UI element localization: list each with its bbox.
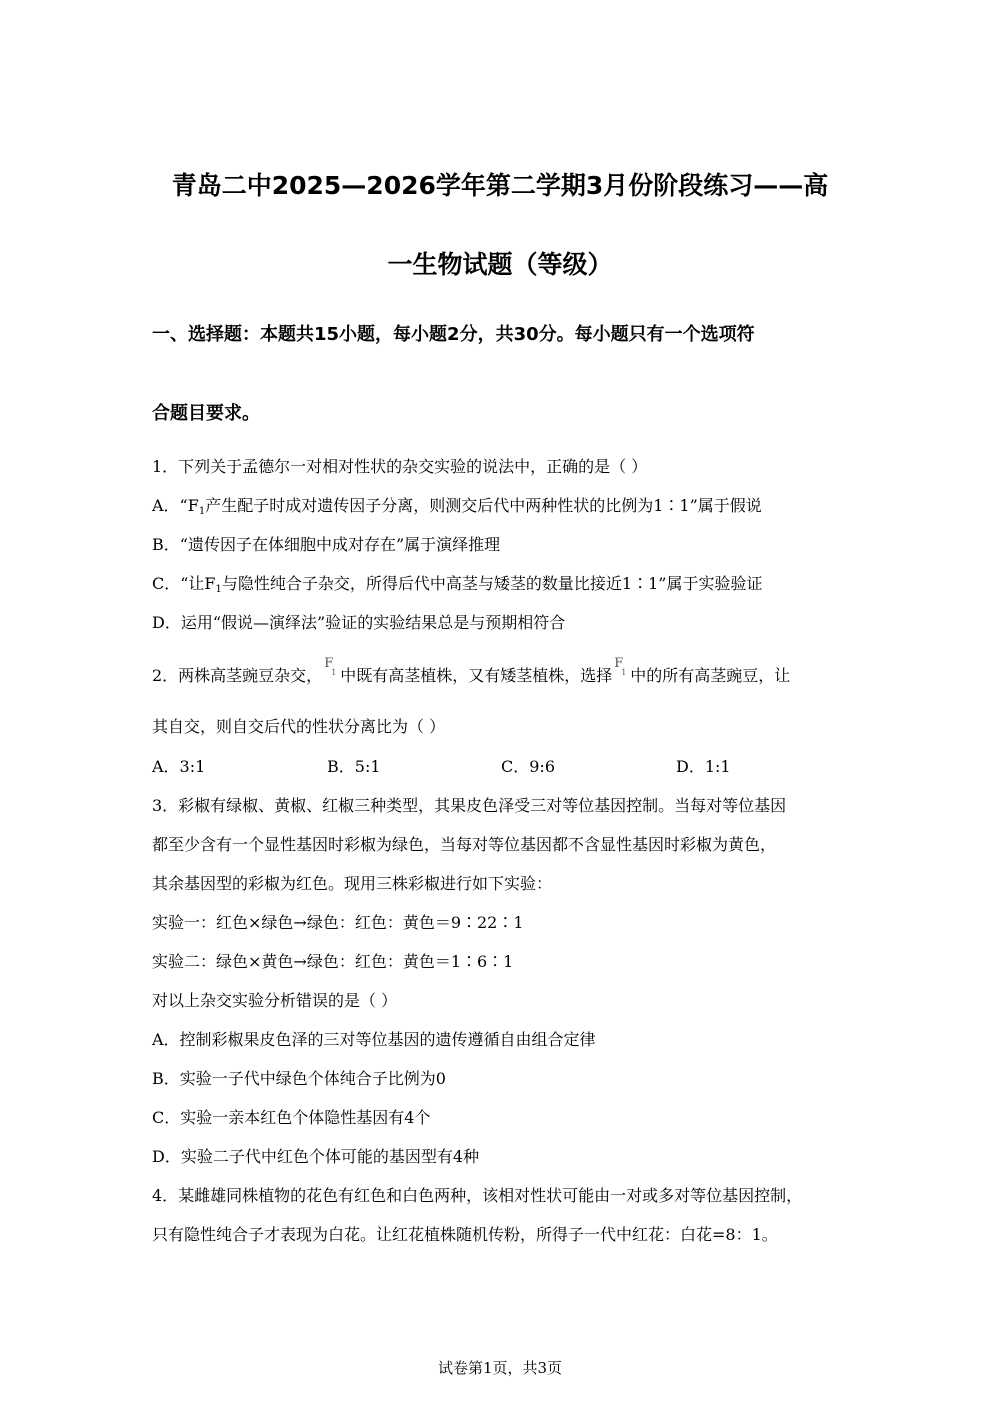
page-footer: 试卷第1页，共3页 bbox=[437, 1359, 563, 1377]
section-heading-line2: 合题目要求。 bbox=[152, 403, 260, 424]
q3-experiment-2: 实验二：绿色×黄色→绿色：红色：黄色＝1∶6∶1 bbox=[152, 952, 514, 971]
q1-option-c-pre: C．“让F bbox=[152, 574, 216, 593]
q2-option-d: D．1:1 bbox=[676, 757, 731, 776]
q2-stem-line2: 其自交，则自交后代的性状分离比为（ ） bbox=[152, 717, 446, 736]
q2-stem-line1 bbox=[152, 656, 791, 687]
section-heading-line1: 一、选择题：本题共15小题，每小题2分，共30分。每小题只有一个选项符 bbox=[152, 324, 755, 345]
q3-option-d: D．实验二子代中红色个体可能的基因型有4种 bbox=[152, 1147, 480, 1166]
q3-stem-line3: 其余基因型的彩椒为红色。现用三株彩椒进行如下实验： bbox=[152, 874, 553, 893]
q2-option-c: C．9:6 bbox=[501, 757, 555, 776]
q2-f1-symbol-2 bbox=[612, 656, 630, 687]
q1-option-a bbox=[152, 495, 762, 523]
q2-f1-letter-2: F bbox=[614, 656, 624, 671]
q3-option-a: A．控制彩椒果皮色泽的三对等位基因的遗传遵循自由组合定律 bbox=[152, 1030, 596, 1049]
q2-part2: 中既有高茎植株，又有矮茎植株，选择 bbox=[340, 666, 613, 685]
q2-f1-letter: F bbox=[324, 656, 334, 671]
q1-option-c-sub: 1 bbox=[215, 584, 222, 595]
exam-title-line1: 青岛二中2025—2026学年第二学期3月份阶段练习——高 bbox=[171, 171, 829, 200]
q1-option-c-post: 与隐性纯合子杂交，所得后代中高茎与矮茎的数量比接近1∶1”属于实验验证 bbox=[221, 574, 763, 593]
q2-option-b: B．5:1 bbox=[327, 757, 381, 776]
q2-f1-sub: 1 bbox=[331, 668, 337, 677]
q1-option-c bbox=[152, 573, 762, 601]
q1-option-a-sub: 1 bbox=[198, 506, 206, 517]
q2-f1-sub-2: 1 bbox=[621, 668, 627, 677]
q4-stem-line2: 只有隐性纯合子才表现为白花。让红花植株随机传粉，所得子一代中红花：白花=8：1。 bbox=[152, 1225, 778, 1244]
q1-option-b: B．“遗传因子在体细胞中成对存在”属于演绎推理 bbox=[152, 535, 501, 554]
q3-stem-line1: 3．彩椒有绿椒、黄椒、红椒三种类型，其果皮色泽受三对等位基因控制。当每对等位基因 bbox=[152, 796, 787, 815]
q4-stem-line1: 4．某雌雄同株植物的花色有红色和白色两种，该相对性状可能由一对或多对等位基因控制， bbox=[152, 1186, 803, 1205]
q3-stem-line2: 都至少含有一个显性基因时彩椒为绿色，当每对等位基因都不含显性基因时彩椒为黄色， bbox=[152, 835, 777, 854]
q3-question: 对以上杂交实验分析错误的是（ ） bbox=[152, 991, 398, 1010]
q1-option-d: D．运用“假说—演绎法”验证的实验结果总是与预期相符合 bbox=[152, 613, 566, 632]
q3-option-c: C．实验一亲本红色个体隐性基因有4个 bbox=[152, 1108, 431, 1127]
exam-title-line2: 一生物试题（等级） bbox=[387, 250, 613, 279]
q1-option-a-pre: A．“F bbox=[152, 496, 199, 515]
q1-stem: 1．下列关于孟德尔一对相对性状的杂交实验的说法中，正确的是（ ） bbox=[152, 457, 648, 476]
q3-experiment-1: 实验一：红色×绿色→绿色：红色：黄色＝9∶22∶1 bbox=[152, 913, 524, 932]
q2-f1-symbol bbox=[322, 656, 340, 687]
q2-option-a: A．3:1 bbox=[152, 757, 206, 776]
q1-option-a-post: 产生配子时成对遗传因子分离，则测交后代中两种性状的比例为1∶1”属于假说 bbox=[205, 496, 762, 515]
q2-part1: 2．两株高茎豌豆杂交， bbox=[152, 666, 323, 685]
q2-part3: 中的所有高茎豌豆，让 bbox=[630, 666, 791, 685]
q3-option-b: B．实验一子代中绿色个体纯合子比例为0 bbox=[152, 1069, 446, 1088]
